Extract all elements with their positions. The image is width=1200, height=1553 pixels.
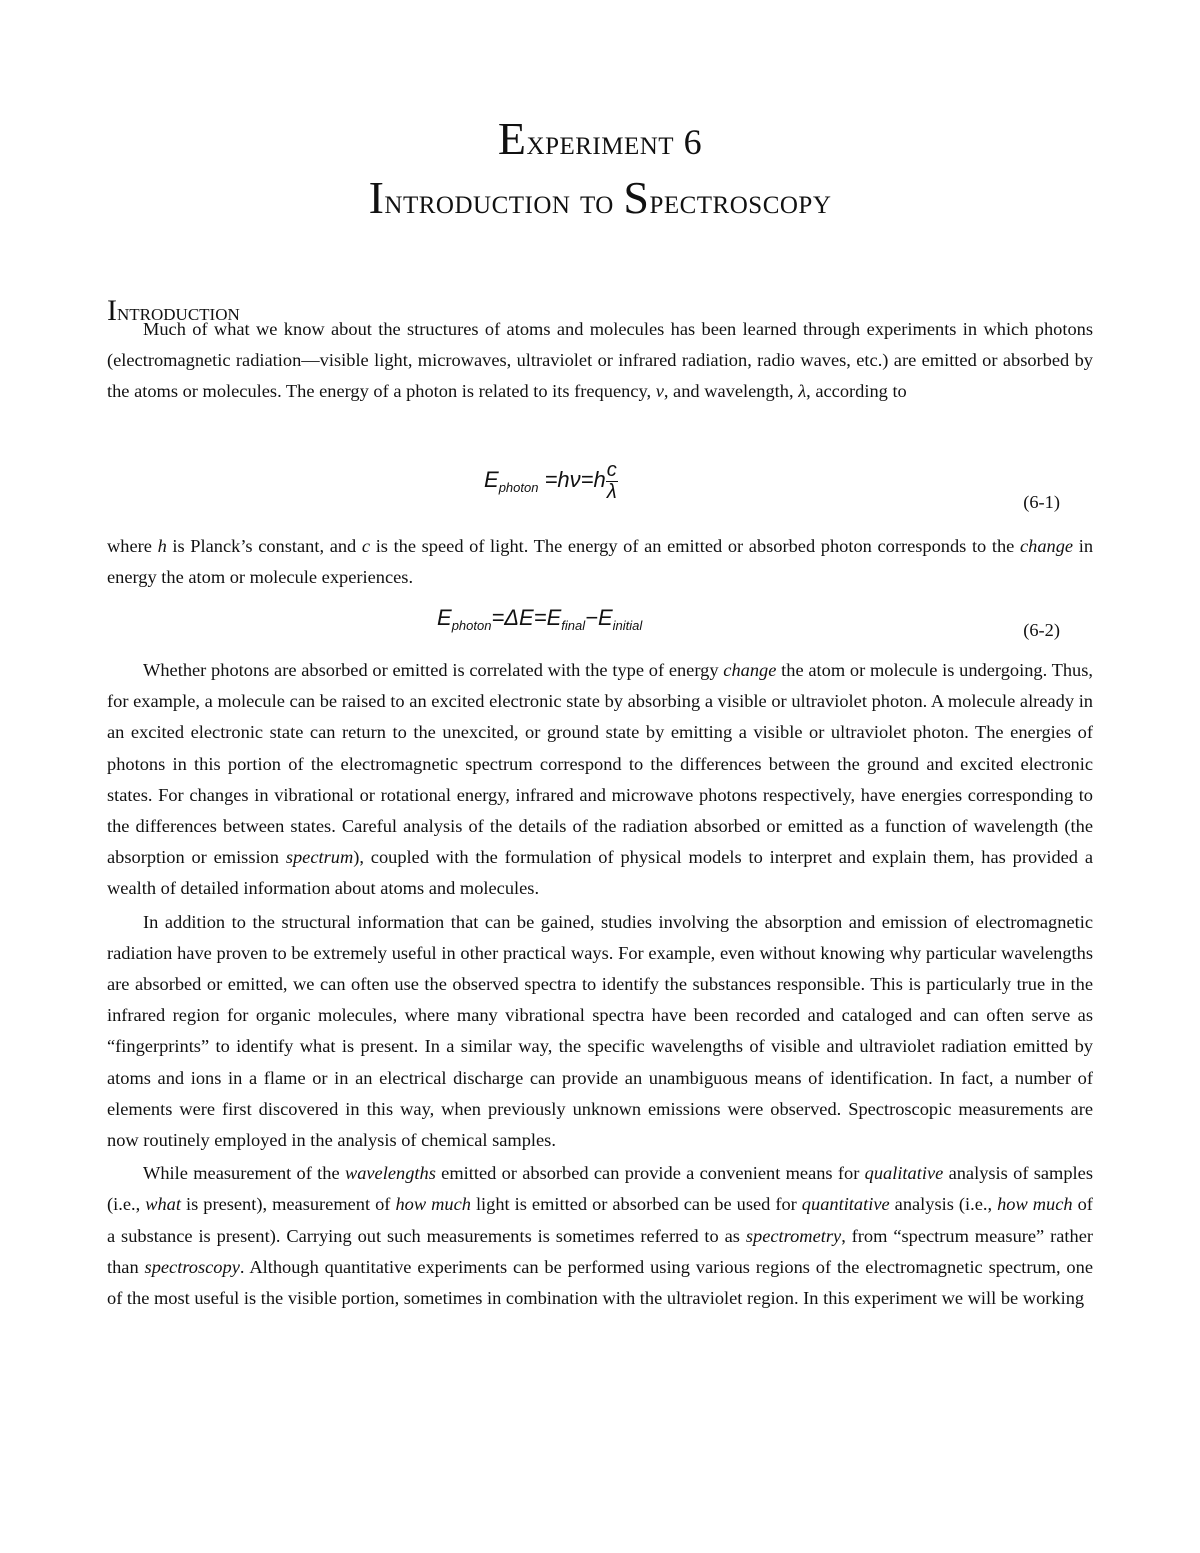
experiment-title: Experiment 6 bbox=[497, 113, 703, 164]
experiment-subtitle: Introduction to Spectroscopy bbox=[368, 172, 832, 223]
body-lower bbox=[107, 655, 1093, 1316]
equation-number-6-2: (6-2) bbox=[1023, 620, 1060, 640]
paragraph-5: While measurement of the wavelengths emitted or absorbed can provide a convenient means for qualitative analysis of samples (i.e., what is present), measurement of how much light is emitted or absorbed can be used for quantitative analysis (i.e., how much of a substance is present). Carrying out such measurements is sometimes referred to as spectrometry, from “spectrum measure” rather than spectroscopy. Although quantitative experiments can be performed using various regions of the electromagnetic spectrum, one of the most useful is the visible portion, sometimes in combination with the ultraviolet region. In this experiment we will be working bbox=[107, 1163, 1093, 1309]
equation-6-2: $E_{photon}=\Delta E=E_{final}-E_{initial}$ bbox=[437, 605, 643, 633]
paragraph-4: In addition to the structural information that can be gained, studies involving the absorption and emission of electromagnetic radiation have proven to be extremely useful in other practical ways. For example, even without knowing why particular wavelengths are absorbed or emitted, we can often use the observed spectra to identify the substances responsible. This is particularly true in the infrared region for organic molecules, where many vibrational spectra have been recorded and cataloged and can often serve as “fingerprints” to identify what is present. In a similar way, the specific wavelengths of visible and ultraviolet radiation emitted by atoms and ions in a flame or in an electrical discharge can provide an unambiguous means of identification. In fact, a number of elements were first discovered in this way, when previously unknown emissions were observed. Spectroscopic measurements are now routinely employed in the analysis of chemical samples. bbox=[107, 911, 1093, 1151]
equation-6-1: $E_{photon} =h\nu=h$ $\frac{c}{\lambda}$ bbox=[484, 459, 617, 503]
paragraph-2: where h is Planck’s constant, and c is the speed of light. The energy of an emitted or absorbed photon corresponds to the change in energy the atom or molecule experiences. bbox=[107, 536, 1094, 588]
section-heading-introduction: Introduction bbox=[107, 293, 240, 327]
paragraph-1: Much of what we know about the structures of atoms and molecules has been learned through experiments in which photons (electromagnetic radiation—visible light, microwaves, ultraviolet or infrared radiation, radio waves, etc.) are emitted or absorbed by the atoms or molecules. The energy of a photon is related to its frequency, ν, and wavelength, λ, according to bbox=[107, 319, 1093, 402]
equation-number-6-1: (6-1) bbox=[1023, 492, 1060, 512]
paragraph-3: Whether photons are absorbed or emitted is correlated with the type of energy change the atom or molecule is undergoing. Thus, for example, a molecule can be raised to an excited electronic state by absorbing a visible or ultraviolet photon. A molecule already in an excited electronic state can return to the unexcited, or ground state by emitting a visible or ultraviolet photon. The energies of photons in this portion of the electromagnetic spectrum correspond to the differences between the ground and excited electronic states. For changes in vibrational or rotational energy, infrared and microwave photons respectively, have energies corresponding to the differences between states. Careful analysis of the details of the radiation absorbed or emitted as a function of wavelength (the absorption or emission spectrum), coupled with the formulation of physical models to interpret and explain them, has provided a wealth of detailed information about atoms and molecules. bbox=[107, 660, 1093, 899]
